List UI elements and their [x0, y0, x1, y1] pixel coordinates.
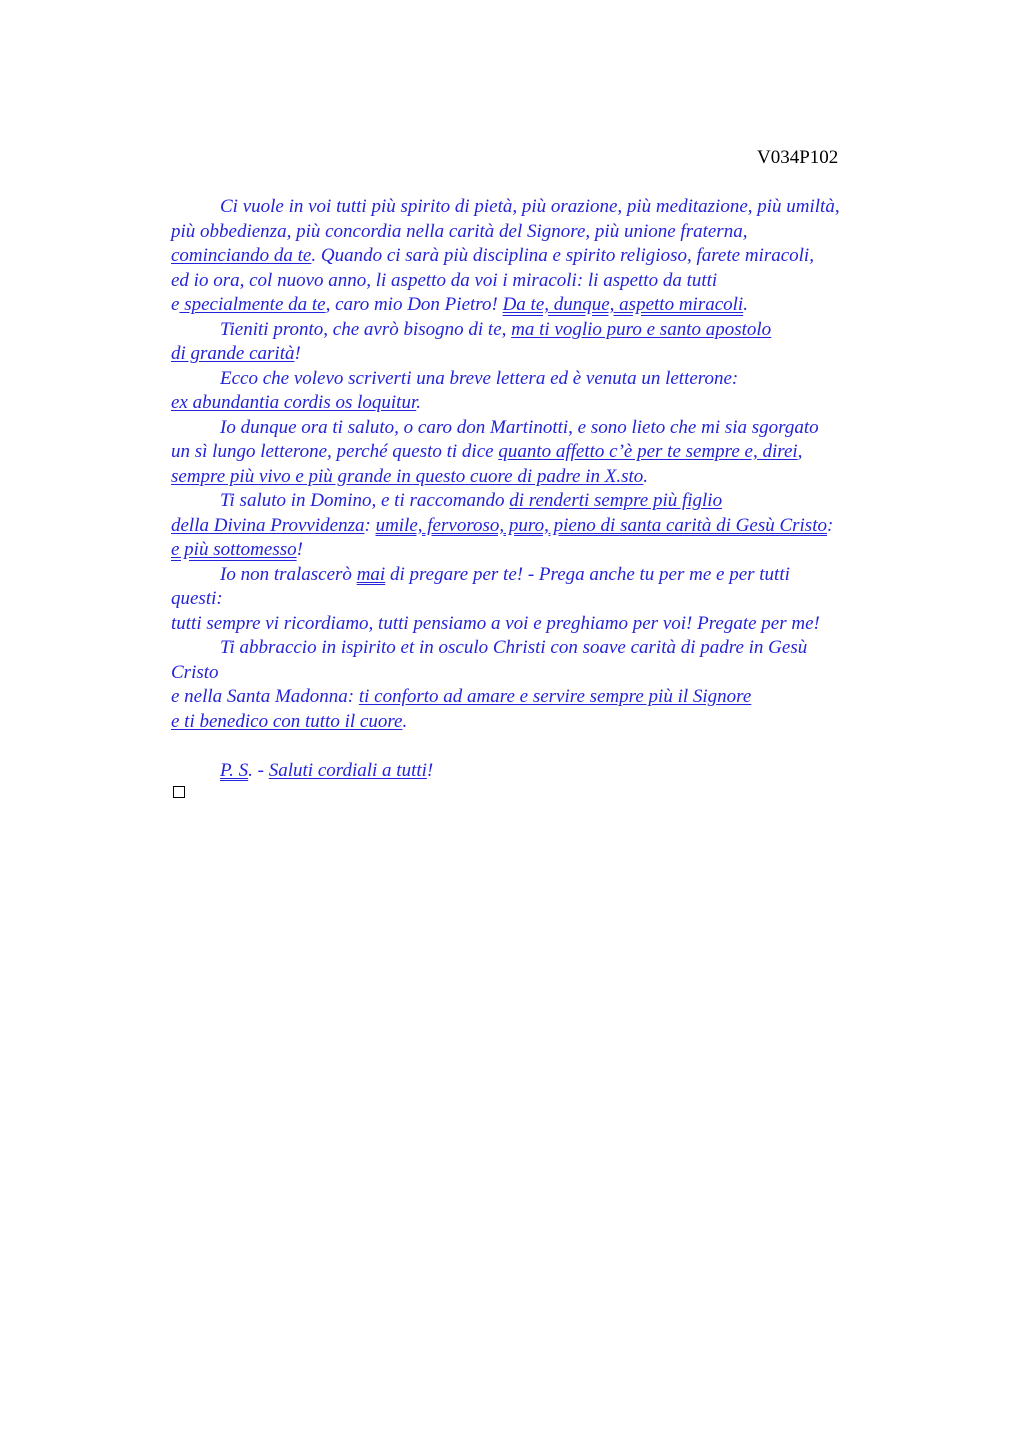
text-segment: : — [826, 514, 834, 536]
letter-line — [171, 416, 911, 441]
underlined-text: sempre più vivo e più grande in questo cuore di padre in X.sto — [171, 465, 644, 487]
underlined-text: di renderti sempre più figlio — [509, 490, 723, 511]
text-segment: : — [364, 514, 376, 536]
letter-line — [171, 318, 911, 343]
text-segment: tutti sempre vi ricordiamo, tutti pensiamo a voi e preghiamo per voi! Pregate per me! — [171, 612, 820, 634]
text-segment: Cristo — [171, 661, 219, 683]
letter-line — [171, 391, 911, 416]
end-square-icon — [173, 786, 185, 798]
letter-line — [171, 244, 911, 269]
letter-line — [171, 661, 911, 686]
letter-body — [171, 195, 911, 783]
letter-line — [171, 440, 911, 465]
underlined-text: umile, fervoroso, puro, pieno di santa carità di Gesù Cristo — [375, 514, 827, 536]
letter-line — [171, 367, 911, 392]
letter-line — [171, 269, 911, 294]
text-segment: un sì lungo letterone, perché questo ti dice — [171, 441, 499, 462]
letter-line — [171, 685, 911, 710]
letter-line — [171, 195, 911, 220]
page-identifier: V034P102 — [757, 147, 839, 168]
text-segment: , caro mio Don Pietro! — [325, 294, 503, 315]
text-segment: e — [171, 294, 180, 315]
letter-line — [171, 759, 911, 784]
underlined-text: ex abundantia cordis os loquitur — [171, 392, 417, 413]
text-segment: ! — [294, 343, 301, 364]
text-segment: Io dunque ora ti saluto, o caro don Martinotti, e sono lieto che mi sia sgorgato — [220, 416, 819, 438]
letter-line — [171, 636, 911, 661]
letter-line — [171, 538, 911, 563]
text-segment: . — [402, 710, 408, 732]
text-segment: ed io ora, col nuovo anno, li aspetto da voi i miracoli: li aspetto da tutti — [171, 269, 718, 291]
underlined-text: Saluti cordiali a tutti — [268, 759, 427, 781]
text-segment: di pregare per te! - Prega anche tu per me e per tutti — [385, 563, 790, 585]
text-segment: . - — [248, 759, 269, 781]
text-segment: e nella Santa Madonna: — [171, 686, 359, 707]
underlined-text: mai — [356, 563, 386, 585]
letter-line — [171, 465, 911, 490]
text-segment: . — [643, 465, 649, 487]
letter-line — [171, 489, 911, 514]
text-segment: ! — [296, 539, 303, 560]
letter-line — [171, 563, 911, 588]
text-segment: Tieniti pronto, che avrò bisogno di te, — [220, 318, 512, 340]
text-segment: più obbedienza, più concordia nella carità del Signore, più unione fraterna, — [171, 220, 748, 242]
text-segment: Io non tralascerò — [220, 563, 357, 585]
text-segment: . — [416, 392, 421, 413]
underlined-text: e più sottomesso — [171, 539, 297, 560]
letter-line — [171, 710, 911, 735]
blank-line — [171, 734, 911, 759]
text-segment: Ti abbraccio in ispirito et in osculo Christi con soave carità di padre in Gesù — [220, 637, 808, 658]
letter-line — [171, 220, 911, 245]
letter-line — [171, 514, 911, 539]
underlined-text: della Divina Provvidenza — [171, 514, 365, 536]
letter-line — [171, 293, 911, 318]
letter-line — [171, 612, 911, 637]
letter-line — [171, 587, 911, 612]
text-segment: . — [743, 294, 748, 315]
text-segment: Ti saluto in Domino, e ti raccomando — [220, 490, 510, 511]
underlined-text: Da te, dunque, aspetto miracoli — [502, 294, 744, 315]
underlined-text: ma ti voglio puro e santo apostolo — [511, 318, 772, 340]
underlined-text: e ti benedico con tutto il cuore — [171, 710, 403, 732]
text-segment: , — [797, 441, 803, 462]
underlined-text: specialmente da te — [179, 294, 326, 315]
text-segment: questi: — [171, 588, 223, 609]
underlined-text: cominciando da te — [171, 245, 312, 266]
text-segment: . Quando ci sarà più disciplina e spirito religioso, farete miracoli, — [311, 245, 814, 266]
text-segment: Ci vuole in voi tutti più spirito di pietà, più orazione, più meditazione, più umiltà, — [220, 196, 840, 217]
text-segment: ! — [426, 759, 434, 781]
underlined-text: quanto affetto c’è per te sempre e, direi — [498, 441, 798, 462]
letter-line — [171, 342, 911, 367]
text-segment: Ecco che volevo scriverti una breve lettera ed è venuta un letterone: — [220, 367, 739, 389]
underlined-text: P. S — [220, 759, 249, 781]
underlined-text: di grande carità — [171, 343, 295, 364]
underlined-text: ti conforto ad amare e servire sempre più il Signore — [358, 686, 752, 707]
